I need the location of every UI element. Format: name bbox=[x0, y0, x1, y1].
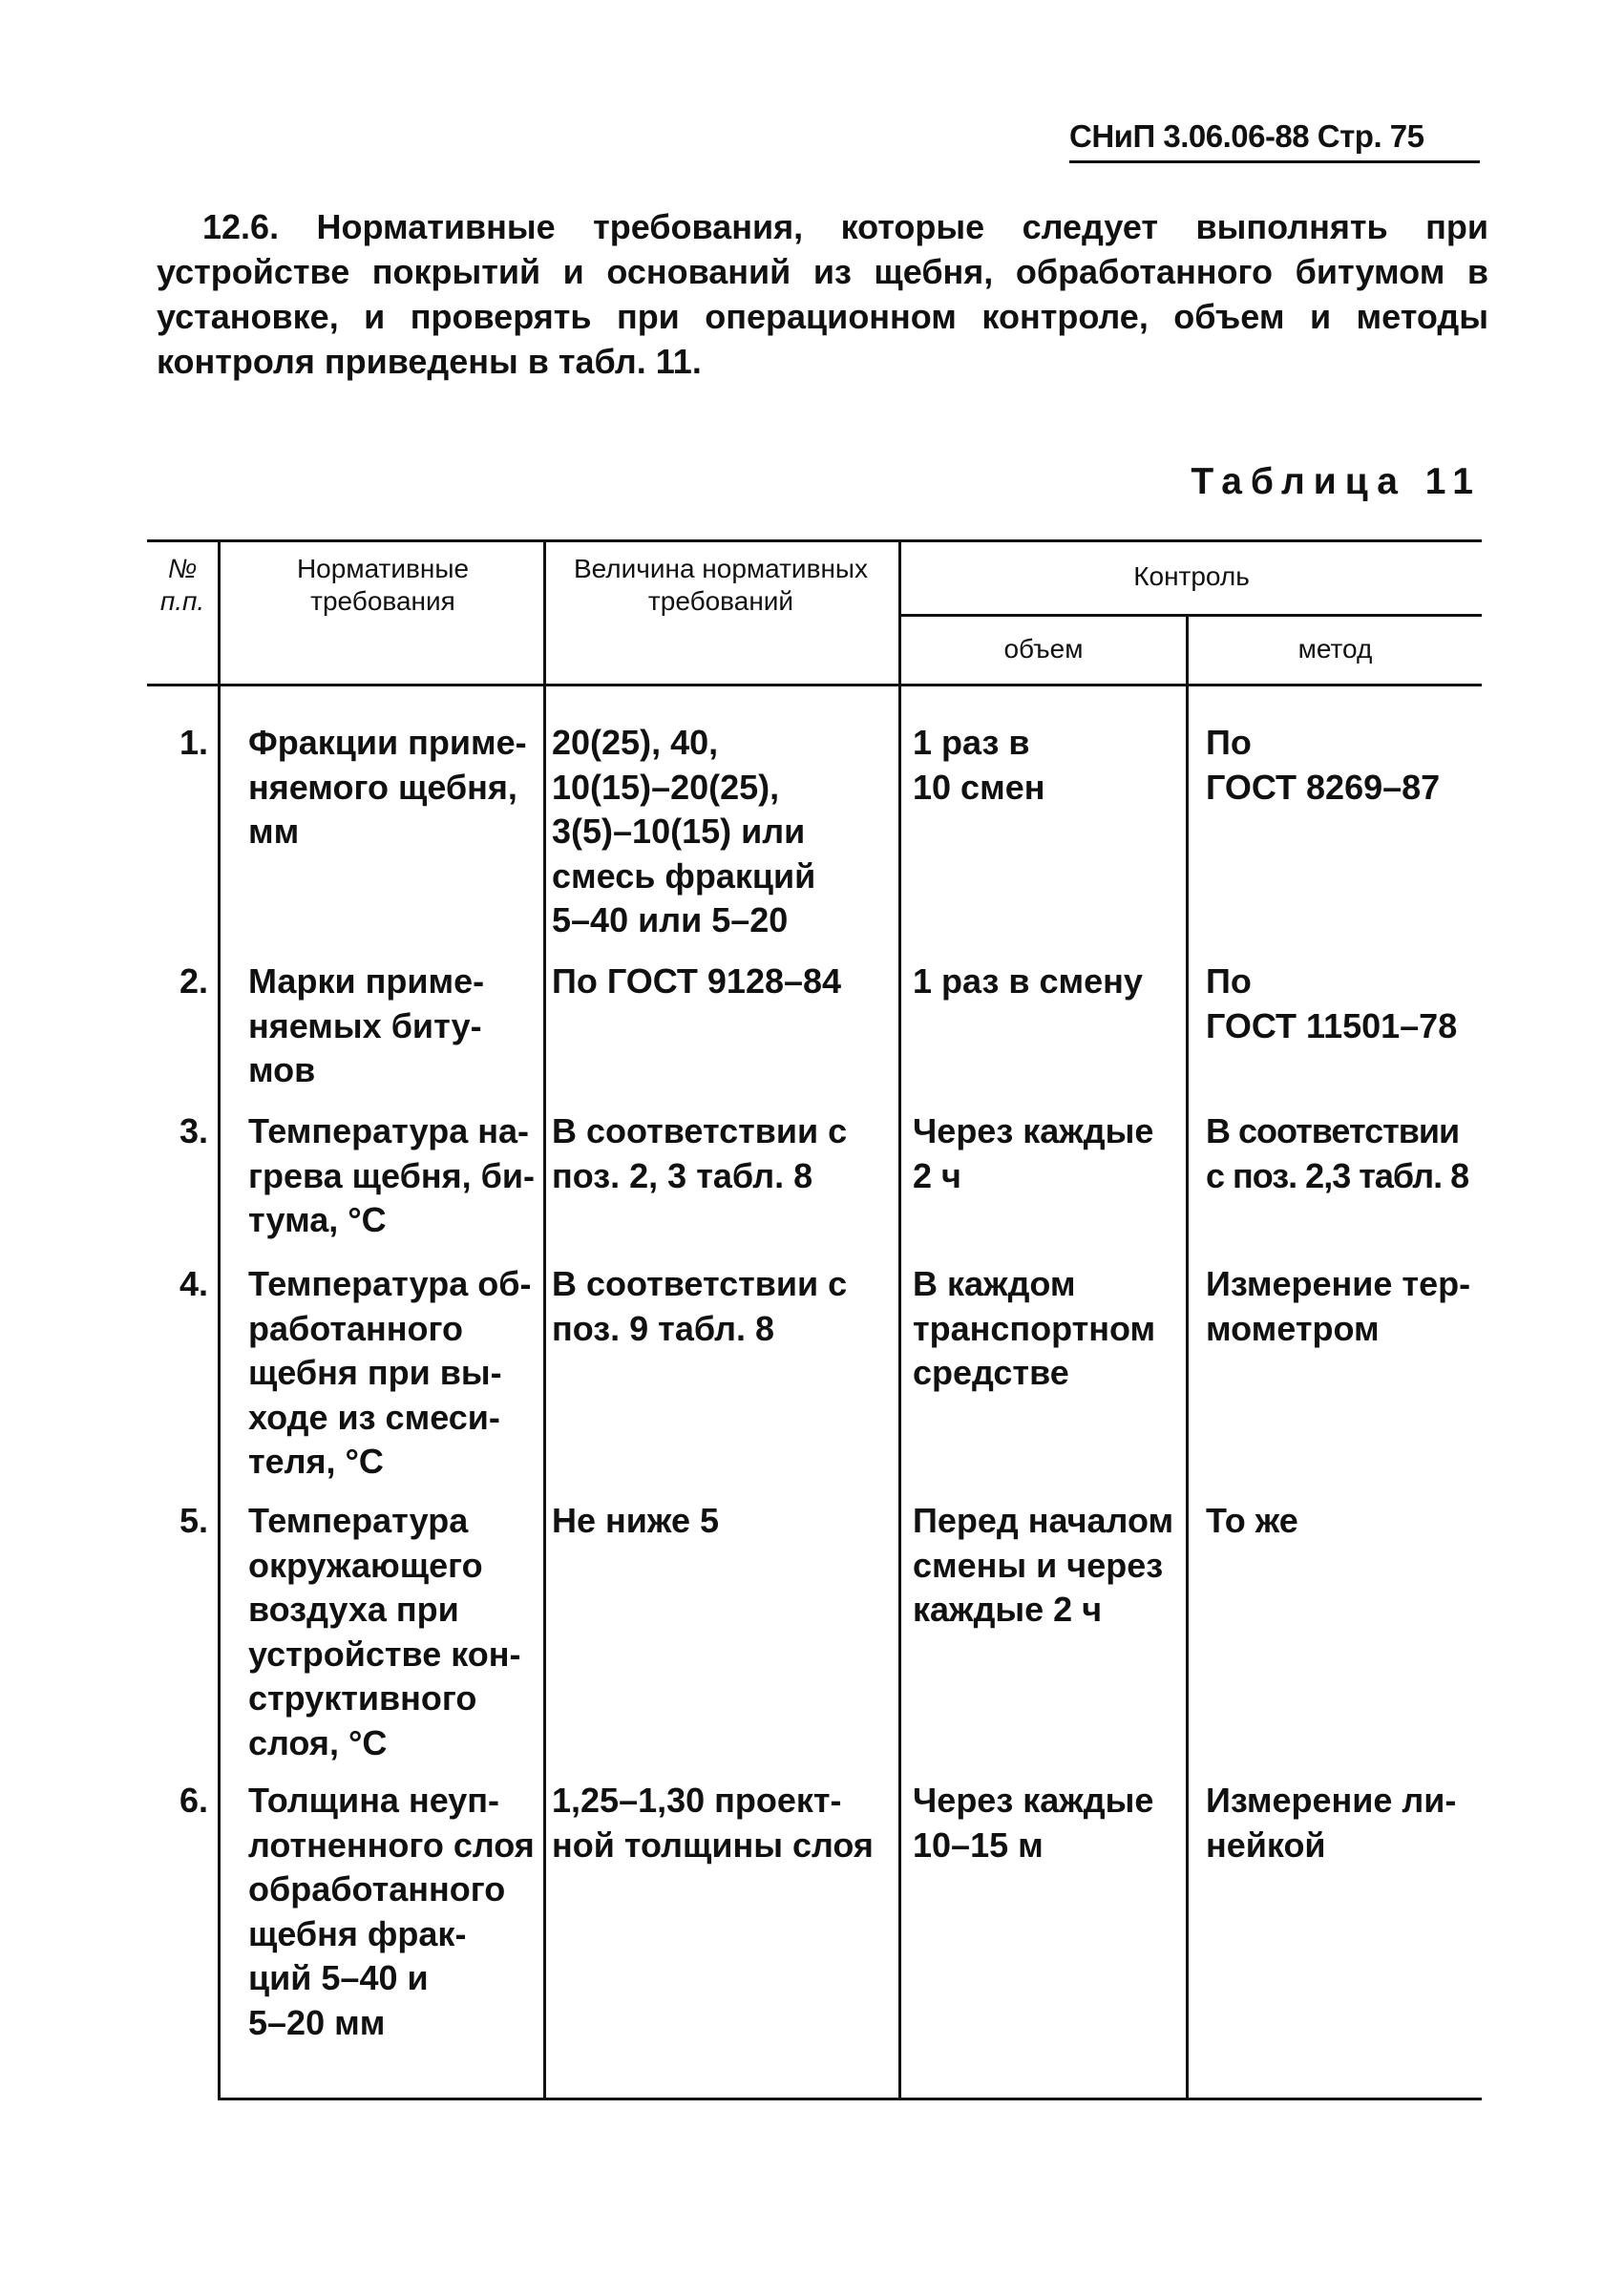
row-6-num: 6. bbox=[179, 1781, 208, 1820]
row-3-volume: Через каждые 2 ч bbox=[913, 1111, 1154, 1195]
row-1-requirement: Фракции приме- няемого щебня, мм bbox=[248, 723, 527, 851]
table-top-rule bbox=[147, 539, 1482, 542]
header-value: Величина нормативных требований bbox=[573, 554, 869, 616]
row-3-num: 3. bbox=[179, 1111, 208, 1150]
row-1-value: 20(25), 40, 10(15)–20(25), 3(5)–10(15) или смесь фракций 5–40 или 5–20 bbox=[552, 723, 816, 939]
row-5-num: 5. bbox=[179, 1501, 208, 1540]
table-bottom-rule bbox=[218, 2098, 1482, 2100]
header-volume: объем bbox=[1003, 634, 1084, 664]
running-header: СНиП 3.06.06-88 Стр. 75 bbox=[1069, 118, 1480, 163]
row-1-method: По ГОСТ 8269–87 bbox=[1206, 723, 1441, 807]
row-1-volume: 1 раз в 10 смен bbox=[913, 723, 1045, 807]
row-2-method: По ГОСТ 11501–78 bbox=[1206, 961, 1458, 1045]
row-2-num: 2. bbox=[179, 961, 208, 1001]
row-6-value: 1,25–1,30 проект- ной толщины слоя bbox=[552, 1781, 874, 1865]
row-5-requirement: Температура окружающего воздуха при устройстве кон- структивного слоя, °С bbox=[248, 1501, 521, 1762]
row-3-value: В соответствии с поз. 2, 3 табл. 8 bbox=[552, 1111, 848, 1195]
row-4-volume: В каждом транспортном средстве bbox=[913, 1264, 1156, 1392]
header-method: метод bbox=[1297, 634, 1373, 664]
row-1-num: 1. bbox=[179, 723, 208, 762]
table-caption: Таблица 11 bbox=[1191, 461, 1482, 502]
requirements-table bbox=[147, 539, 1482, 2101]
row-4-requirement: Температура об- работанного щебня при вы- ходе из смеси- теля, °С bbox=[248, 1264, 532, 1481]
row-2-volume: 1 раз в смену bbox=[913, 961, 1143, 1001]
control-subheader-rule bbox=[898, 614, 1482, 617]
column-divider-volume bbox=[1186, 614, 1189, 2100]
header-control: Контроль bbox=[1133, 561, 1250, 591]
row-6-requirement: Толщина неуп- лотненного слоя обработанного щебня фрак- ций 5–40 и 5–20 мм bbox=[248, 1781, 535, 2042]
row-5-method: То же bbox=[1206, 1501, 1298, 1540]
row-6-method: Измерение ли- нейкой bbox=[1206, 1781, 1457, 1865]
row-4-value: В соответствии с поз. 9 табл. 8 bbox=[552, 1264, 848, 1348]
row-3-method: В соответствии с поз. 2,3 табл. 8 bbox=[1206, 1111, 1469, 1195]
intro-paragraph: 12.6. Нормативные требования, которые следует выполнять при устройстве покрытий и оснований из щебня, обработанного битумом в установке, и проверять при операционном контроле, объем и методы контроля приведены в табл. 11. bbox=[157, 207, 1488, 381]
row-5-volume: Перед началом смены и через каждые 2 ч bbox=[913, 1501, 1174, 1629]
header-bottom-rule bbox=[147, 684, 1482, 686]
column-divider-num bbox=[218, 539, 221, 2100]
row-4-method: Измерение тер- мометром bbox=[1206, 1264, 1471, 1348]
row-2-value: По ГОСТ 9128–84 bbox=[552, 961, 842, 1001]
row-6-volume: Через каждые 10–15 м bbox=[913, 1781, 1154, 1865]
header-requirement: Нормативные требования bbox=[296, 554, 470, 616]
row-5-value: Не ниже 5 bbox=[552, 1501, 719, 1540]
row-4-num: 4. bbox=[179, 1264, 208, 1303]
row-2-requirement: Марки приме- няемых биту- мов bbox=[248, 961, 485, 1089]
header-num: № п.п. bbox=[159, 554, 205, 616]
row-3-requirement: Температура на- грева щебня, би- тума, °С bbox=[248, 1111, 535, 1239]
